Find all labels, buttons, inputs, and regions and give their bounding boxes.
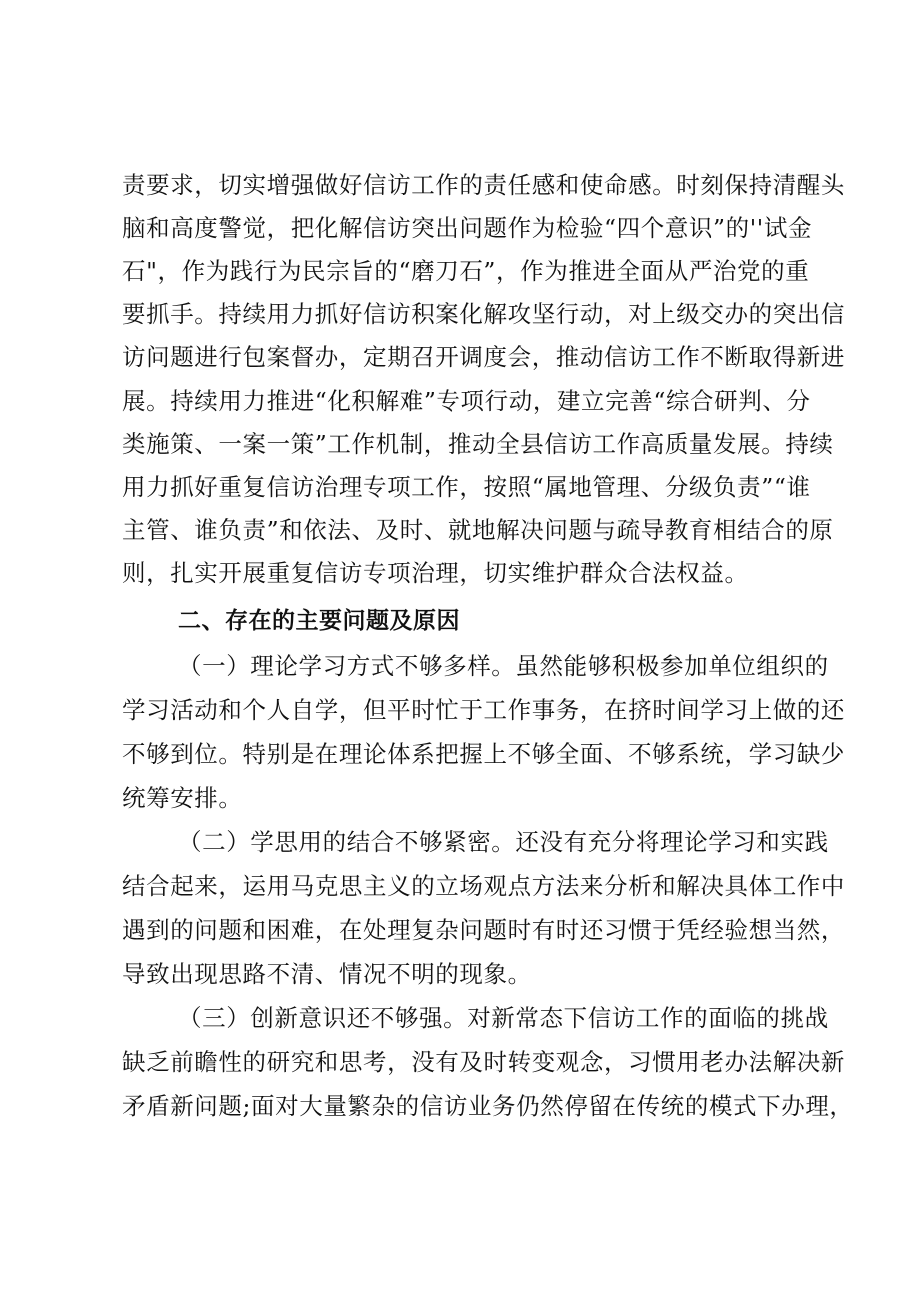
paragraph-line: 遇到的问题和困难，在处理复杂问题时有时还习惯于凭经验想当然， xyxy=(122,916,845,944)
paragraph-line: 不够到位。特别是在理论体系把握上不够全面、不够系统，学习缺少 xyxy=(122,740,845,768)
paragraph-line: 则，扎实开展重复信访专项治理，切实维护群众合法权益。 xyxy=(122,559,749,587)
paragraph-line: 脑和高度警觉，把化解信访突出问题作为检验“四个意识”的''试金 xyxy=(122,214,813,242)
paragraph-line: 石"，作为践行为民宗旨的“磨刀石”，作为推进全面从严治党的重 xyxy=(122,257,810,285)
paragraph-line: 责要求，切实增强做好信访工作的责任感和使命感。时刻保持清醒头 xyxy=(122,171,845,199)
paragraph-line: （三）创新意识还不够强。对新常态下信访工作的面临的挑战 xyxy=(178,1004,829,1032)
paragraph-line: 缺乏前瞻性的研究和思考，没有及时转变观念，习惯用老办法解决新 xyxy=(122,1048,845,1076)
paragraph-line: （一）理论学习方式不够多样。虽然能够积极参加单位组织的 xyxy=(178,652,829,680)
paragraph-line: 导致出现思路不清、情况不明的现象。 xyxy=(122,960,532,988)
paragraph-line: 矛盾新问题;面对大量繁杂的信访业务仍然停留在传统的模式下办理， xyxy=(122,1092,854,1120)
paragraph-line: （二）学思用的结合不够紧密。还没有充分将理论学习和实践 xyxy=(178,828,829,856)
section-heading: 二、存在的主要问题及原因 xyxy=(178,608,460,634)
paragraph-line: 统筹安排。 xyxy=(122,784,243,812)
paragraph-line: 主管、谁负责”和依法、及时、就地解决问题与疏导教育相结合的原 xyxy=(122,516,834,544)
paragraph-line: 要抓手。持续用力抓好信访积案化解攻坚行动，对上级交办的突出信 xyxy=(122,300,845,328)
paragraph-line: 类施策、一案一策”工作机制，推动全县信访工作高质量发展。持续 xyxy=(122,430,834,458)
paragraph-line: 结合起来，运用马克思主义的立场观点方法来分析和解决具体工作中 xyxy=(122,872,845,900)
paragraph-line: 展。持续用力推进“化积解难”专项行动，建立完善“综合研判、分 xyxy=(122,387,811,415)
paragraph-line: 用力抓好重复信访治理专项工作，按照“属地管理、分级负责”“谁 xyxy=(122,473,811,501)
paragraph-line: 学习活动和个人自学，但平时忙于工作事务，在挤时间学习上做的还 xyxy=(122,696,845,724)
paragraph-line: 访问题进行包案督办，定期召开调度会，推动信访工作不断取得新进 xyxy=(122,343,845,371)
